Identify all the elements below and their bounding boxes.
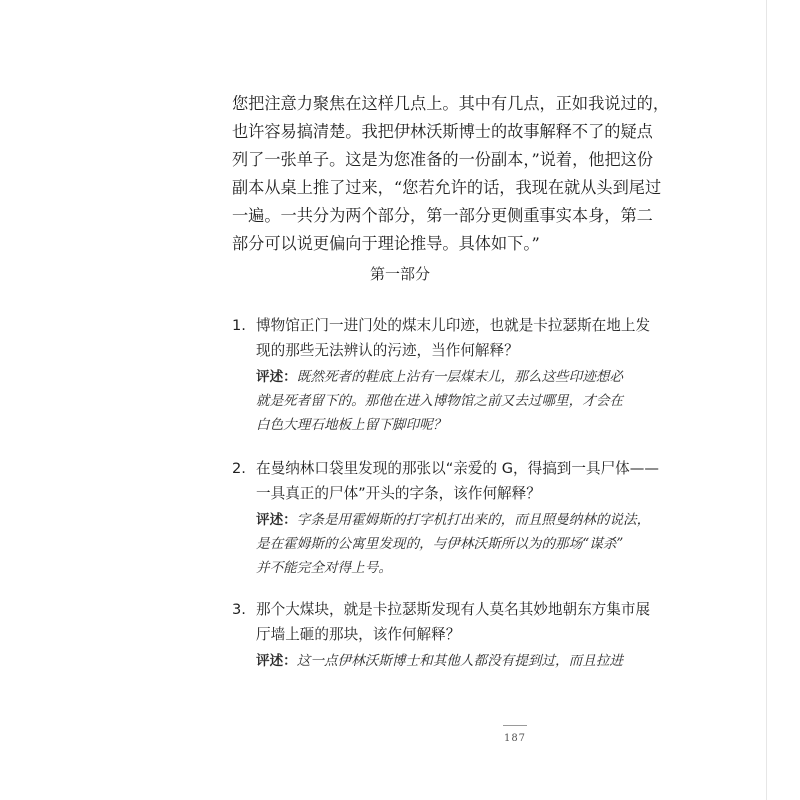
intro-paragraph: [232, 90, 670, 258]
intro-line: 一遍。一共分为两个部分，第一部分更侧重事实本身，第二: [232, 206, 653, 225]
comment-line: [256, 649, 624, 673]
item-question: [232, 313, 651, 363]
page-number: 187: [503, 733, 527, 744]
comment-line: 是在霍姆斯的公寓里发现的，与伊林沃斯所以为的那场“谋杀”: [256, 536, 624, 552]
item-question: [232, 456, 659, 506]
question-line: 厅墙上砸的那块，该作何解释？: [256, 626, 461, 643]
item-question: [232, 597, 651, 647]
intro-line: 副本从桌上推了过来，“您若允许的话，我现在就从头到尾过: [232, 178, 662, 197]
intro-line: 也许容易搞清楚。我把伊林沃斯博士的故事解释不了的疑点: [232, 122, 653, 141]
item-number: 2.: [232, 460, 246, 477]
intro-line: 列了一张单子。这是为您准备的一份副本，”说着，他把这份: [232, 150, 654, 169]
list-item: [232, 597, 651, 673]
comment-line: [256, 508, 651, 532]
question-line: 在曼纳林口袋里发现的那张以“亲爱的 G，得搞到一具尸体——: [256, 460, 659, 477]
comment-text: 这一点伊林沃斯博士和其他人都没有提到过，而且拉进: [296, 653, 624, 669]
comment-line: 就是死者留下的。那他在进入博物馆之前又去过哪里，才会在: [256, 393, 624, 409]
comment-label: 评述：: [256, 369, 297, 385]
question-line: 那个大煤块，就是卡拉瑟斯发现有人莫名其妙地朝东方集市展: [256, 601, 651, 618]
list-item: [232, 313, 651, 437]
item-comment: [232, 649, 624, 673]
footer-rule: [503, 725, 527, 726]
intro-line: 您把注意力聚焦在这样几点上。其中有几点，正如我说过的，: [232, 94, 670, 113]
item-comment: [232, 508, 651, 580]
comment-line: 并不能完全对得上号。: [256, 560, 392, 576]
item-number: 1.: [232, 317, 246, 334]
comment-text: 字条是用霍姆斯的打字机打出来的，而且照曼纳林的说法，: [296, 512, 651, 528]
intro-line: 部分可以说更偏向于理论推导。具体如下。”: [232, 234, 540, 253]
comment-label: 评述：: [256, 512, 297, 528]
comment-line: 白色大理石地板上留下脚印呢？: [256, 417, 447, 433]
section-title: 第一部分: [369, 265, 430, 283]
comment-text: 既然死者的鞋底上沾有一层煤末儿，那么这些印迹想必: [296, 369, 624, 385]
question-line: 博物馆正门一进门处的煤末儿印迹，也就是卡拉瑟斯在地上发: [256, 317, 651, 334]
question-line: 现的那些无法辨认的污迹，当作何解释？: [256, 342, 519, 359]
question-line: 一具真正的尸体”开头的字条，该作何解释？: [256, 485, 541, 502]
item-number: 3.: [232, 601, 246, 618]
list-item: [232, 456, 659, 580]
comment-label: 评述：: [256, 653, 297, 669]
item-comment: [232, 365, 624, 437]
page-edge-line: [766, 0, 767, 800]
comment-line: [256, 365, 624, 389]
